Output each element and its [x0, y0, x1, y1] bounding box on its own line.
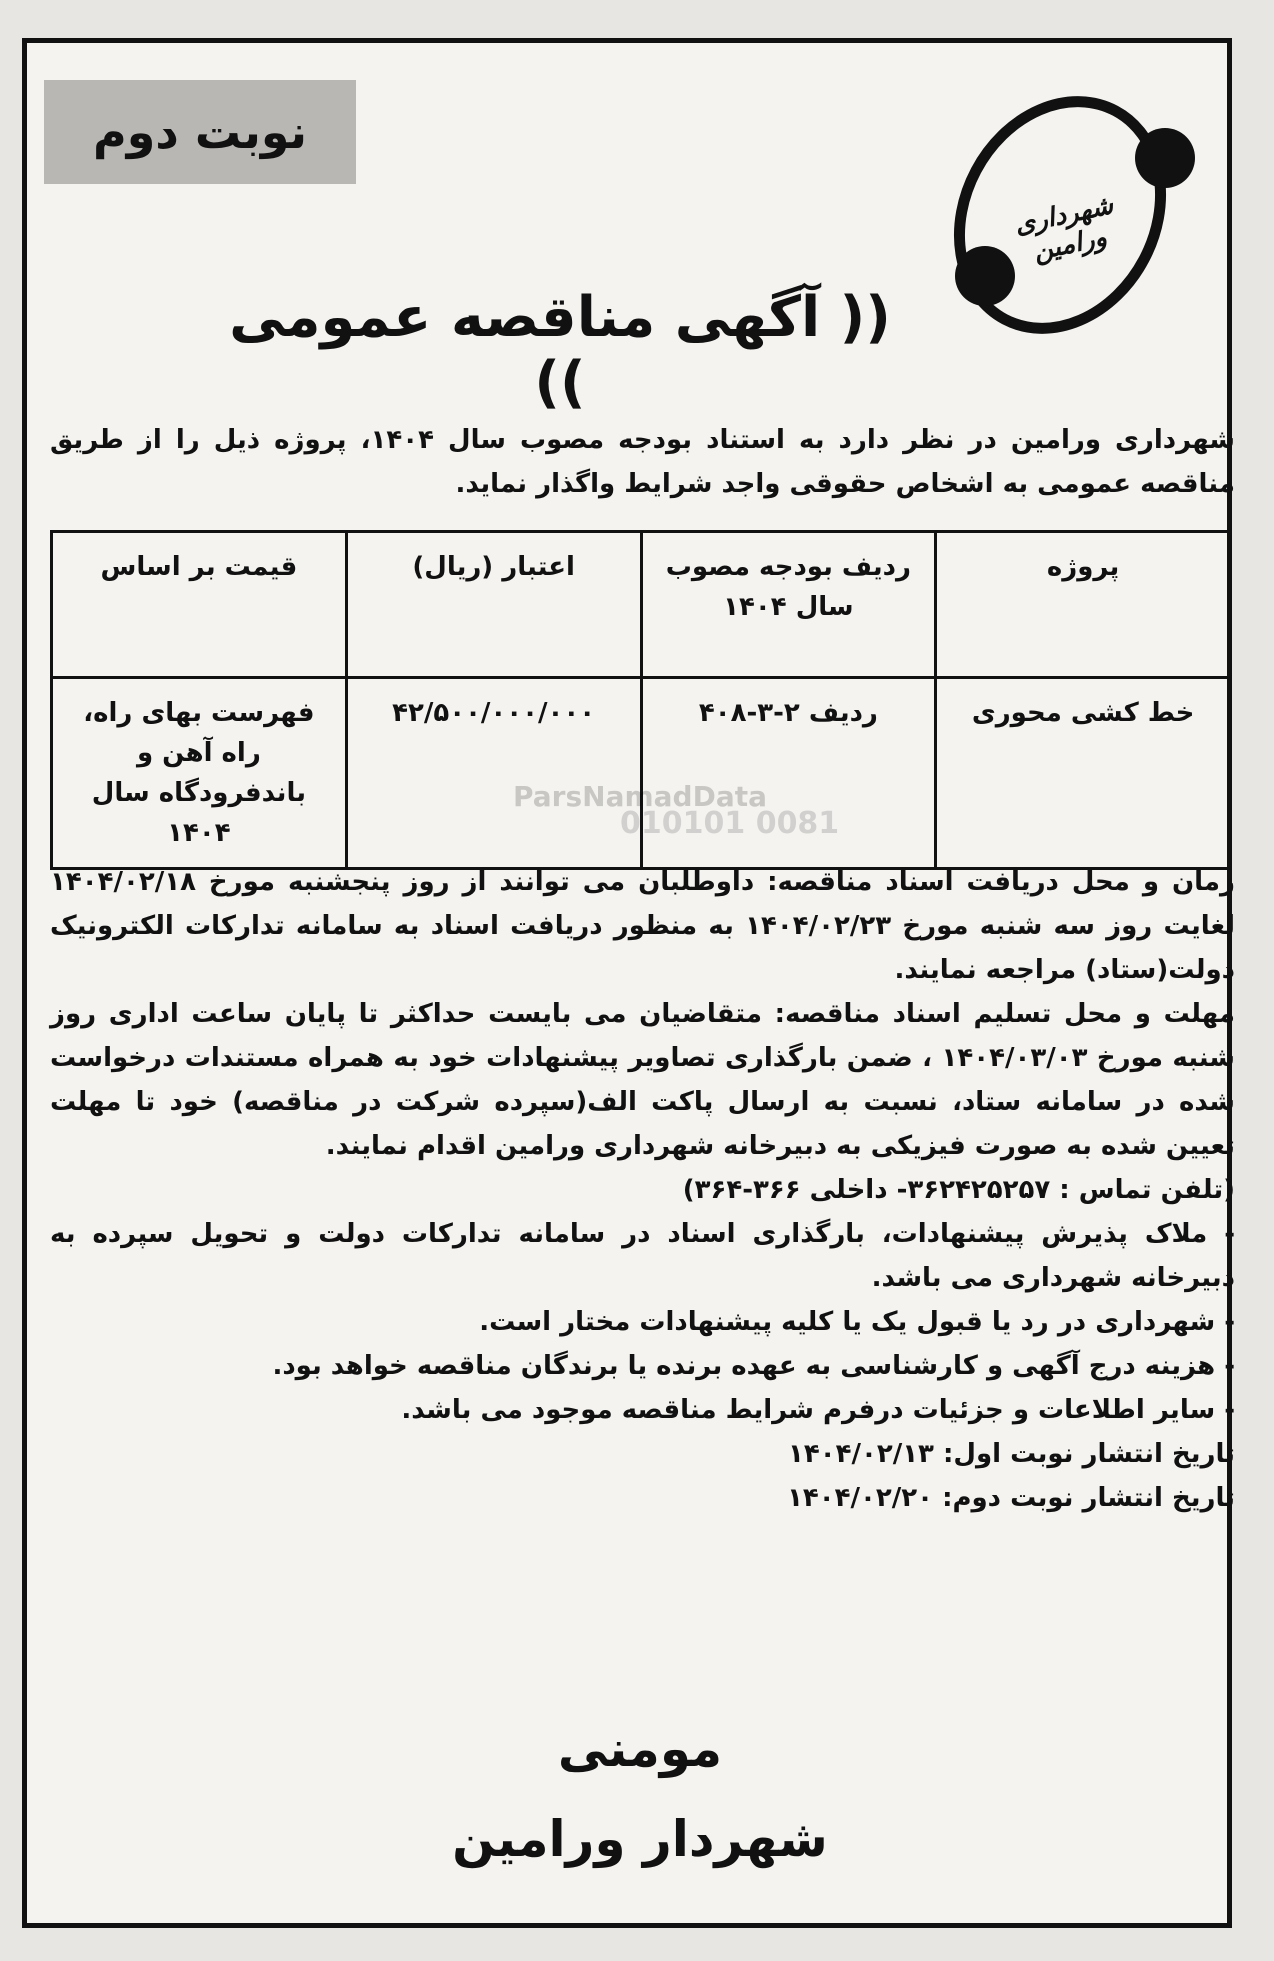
- notice-body: [50, 860, 1235, 1520]
- contact-phone: (تلفن تماس : ۳۶۲۴۲۵۲۵۷- داخلی ۳۶۶-۳۶۴): [682, 1175, 1235, 1205]
- table-header-row: [52, 532, 1231, 678]
- cell-project: خط کشی محوری: [936, 678, 1231, 869]
- header-project: پروژه: [936, 532, 1231, 678]
- watermark-brand: ParsNamadData: [513, 780, 767, 813]
- intro-paragraph: [50, 418, 1235, 506]
- intro-text: شهرداری ورامین در نظر دارد به استناد بودجه مصوب سال ۱۴۰۴، پروژه ذیل را از طریق مناقصه عمومی به اشخاص حقوقی واجد شرایط واگذار نماید.: [50, 425, 1236, 499]
- watermark-number: 010101 0081: [620, 806, 840, 841]
- cell-credit: ۴۲/۵۰۰/۰۰۰/۰۰۰: [346, 678, 641, 869]
- doc-submission-paragraph: مهلت و محل تسلیم اسناد مناقصه: متقاضیان می بایست حداکثر تا پایان ساعت اداری روز شنبه مورخ ۱۴۰۴/۰۳/۰۳ ، ضمن بارگذاری تصاویر پیشنهادات خود به همراه مستندات درخواست شده در سامانه ستاد، نسبت به ارسال پاکت الف(سپرده شرکت در مناقصه) خود تا مهلت تعیین شده به صورت فیزیکی به دبیرخانه شهرداری ورامین اقدام نمایند.: [50, 999, 1235, 1161]
- signatory-role: شهردار ورامین: [452, 1810, 828, 1868]
- first-publish-date: تاریخ انتشار نوبت اول: ۱۴۰۴/۰۲/۱۳: [787, 1439, 1235, 1469]
- round-label: نوبت دوم: [93, 105, 308, 159]
- notice-title: (( آگهی مناقصه عمومی )): [229, 285, 891, 415]
- signatory-name: مومنی: [557, 1720, 723, 1778]
- logo-text: شهرداری ورامین: [1011, 190, 1116, 268]
- round-badge: [44, 80, 356, 184]
- other-info: - سایر اطلاعات و جزئیات درفرم شرایط مناقصه موجود می باشد.: [401, 1395, 1235, 1425]
- second-publish-date: تاریخ انتشار نوبت دوم: ۱۴۰۴/۰۲/۲۰: [787, 1483, 1235, 1513]
- advert-cost: - هزینه درج آگهی و کارشناسی به عهده برنده یا برندگان مناقصه خواهد بود.: [272, 1351, 1235, 1381]
- cell-price-basis: فهرست بهای راه، راه آهن و باندفرودگاه سال ۱۴۰۴: [52, 678, 347, 869]
- header-budget-row: ردیف بودجه مصوب سال ۱۴۰۴: [641, 532, 936, 678]
- header-price-basis: قیمت بر اساس: [52, 532, 347, 678]
- doc-receipt-paragraph: زمان و محل دریافت اسناد مناقصه: داوطلبان می توانند از روز پنجشنبه مورخ ۱۴۰۴/۰۲/۱۸ لغایت روز سه شنبه مورخ ۱۴۰۴/۰۲/۲۳ به منظور دریافت اسناد به سامانه تدارکات الکترونیک دولت(ستاد) مراجعه نمایند.: [50, 867, 1235, 985]
- rejection-right: - شهرداری در رد یا قبول یک یا کلیه پیشنهادات مختار است.: [479, 1307, 1235, 1337]
- acceptance-criteria: - ملاک پذیرش پیشنهادات، بارگذاری اسناد در سامانه تدارکات دولت و تحویل سپرده به دبیرخانه شهرداری می باشد.: [50, 1219, 1235, 1293]
- header-credit: اعتبار (ریال): [346, 532, 641, 678]
- cell-budget-row: ردیف ۲-۳-۴۰۸: [641, 678, 936, 869]
